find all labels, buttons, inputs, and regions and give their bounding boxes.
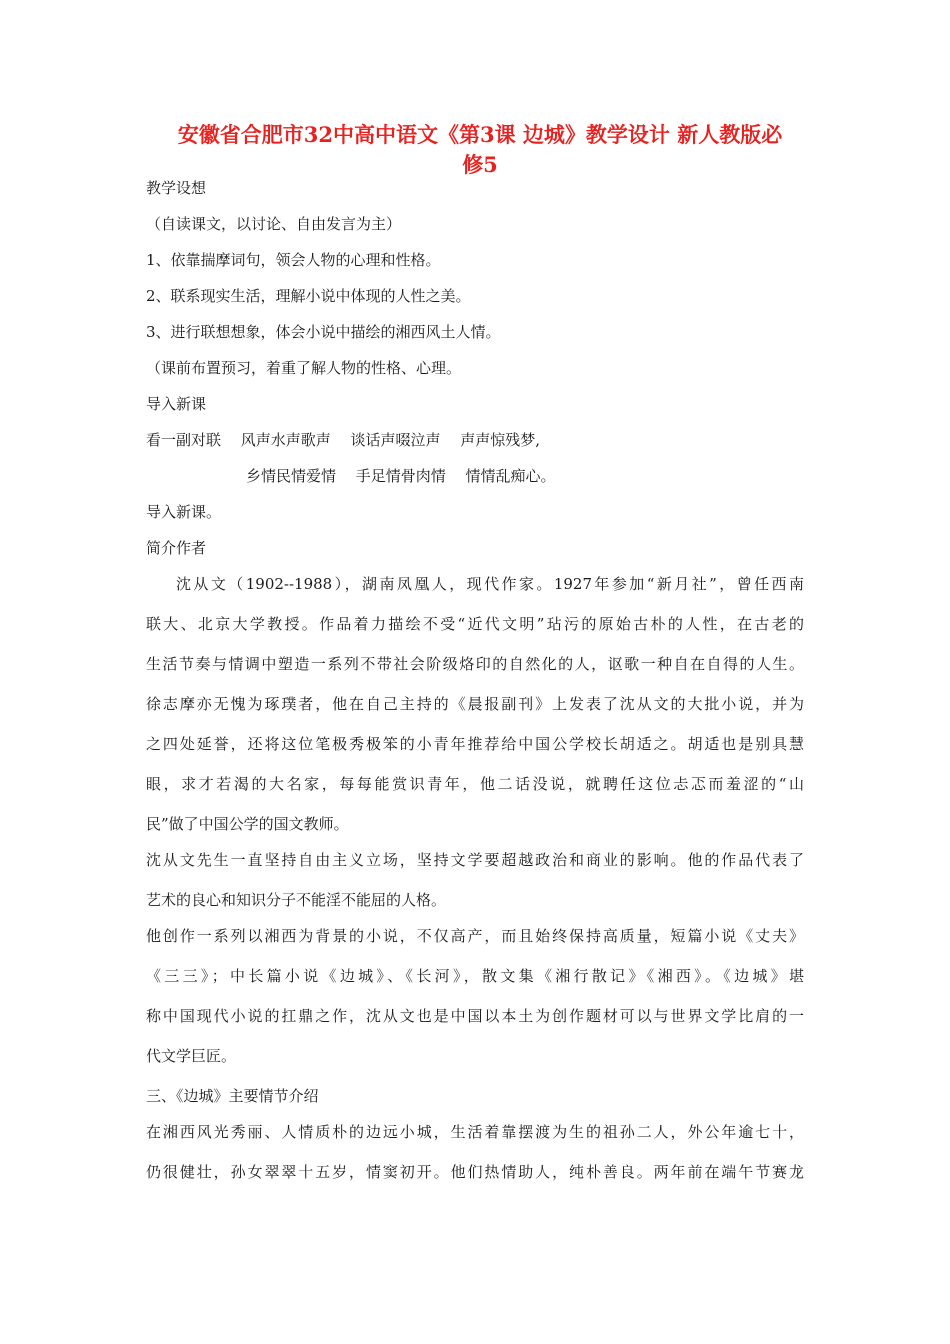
design-heading: 教学设想	[146, 179, 207, 197]
works-line: 代文学巨匠。	[146, 1047, 237, 1065]
title-line-2: 修5	[462, 152, 498, 177]
works-line: 《三三》；中长篇小说《边城》、《长河》，散文集《湘行散记》《湘西》。《边城》堪	[146, 967, 804, 985]
couplet-line: 看一副对联 风声水声歌声 谈话声啜泣声 声声惊残梦,	[146, 431, 541, 449]
goal-item: 3、进行联想想象，体会小说中描绘的湘西风土人情。	[146, 323, 501, 341]
intro-heading: 导入新课	[146, 395, 207, 413]
plot-line: 在湘西风光秀丽、人情质朴的边远小城，生活着靠摆渡为生的祖孙二人，外公年逾七十，	[146, 1123, 804, 1141]
author-para-line: 眼，求才若渴的大名家，每每能赏识青年，他二话没说，就聘任这位忐忑而羞涩的“山	[146, 775, 804, 793]
author-para-line: 之四处延誉，还将这位笔极秀极笨的小青年推荐给中国公学校长胡适之。胡适也是别具慧	[146, 735, 804, 753]
author-heading: 简介作者	[146, 539, 207, 557]
works-line: 称中国现代小说的扛鼎之作，沈从文也是中国以本土为创作题材可以与世界文学比肩的一	[146, 1007, 804, 1025]
plot-heading: 三、《边城》主要情节介绍	[146, 1087, 319, 1105]
goal-item: 1、依靠揣摩词句，领会人物的心理和性格。	[146, 251, 441, 269]
intro-end: 导入新课。	[146, 503, 222, 521]
stance-line: 艺术的良心和知识分子不能淫不能屈的人格。	[146, 891, 447, 909]
author-para-line: 徐志摩亦无愧为琢璞者，他在自己主持的《晨报副刊》上发表了沈从文的大批小说，并为	[146, 695, 804, 713]
title-line-1: 安徽省合肥市32中高中语文《第3课 边城》教学设计 新人教版必	[177, 122, 783, 147]
author-para-line: 沈从文（1902--1988），湖南凤凰人，现代作家。1927年参加“新月社”，曾任西南	[176, 575, 804, 593]
preview-note: （课前布置预习，着重了解人物的性格、心理。	[146, 359, 462, 377]
plot-line: 仍很健壮，孙女翠翠十五岁，情窦初开。他们热情助人，纯朴善良。两年前在端午节赛龙	[146, 1163, 804, 1181]
author-para-line: 民”做了中国公学的国文教师。	[146, 815, 349, 833]
design-note: （自读课文，以讨论、自由发言为主）	[146, 215, 402, 233]
document-title	[140, 120, 820, 180]
author-para-line: 联大、北京大学教授。作品着力描绘不受“近代文明”玷污的原始古朴的人性，在古老的	[146, 615, 804, 633]
author-para-line: 生活节奏与情调中塑造一系列不带社会阶级烙印的自然化的人，讴歌一种自在自得的人生。	[146, 655, 804, 673]
couplet-line: 乡情民情爱情 手足情骨肉情 情情乱痴心。	[246, 467, 556, 485]
goal-item: 2、联系现实生活，理解小说中体现的人性之美。	[146, 287, 471, 305]
works-line: 他创作一系列以湘西为背景的小说，不仅高产，而且始终保持高质量，短篇小说《丈夫》	[146, 927, 804, 945]
stance-line: 沈从文先生一直坚持自由主义立场，坚持文学要超越政治和商业的影响。他的作品代表了	[146, 851, 804, 869]
